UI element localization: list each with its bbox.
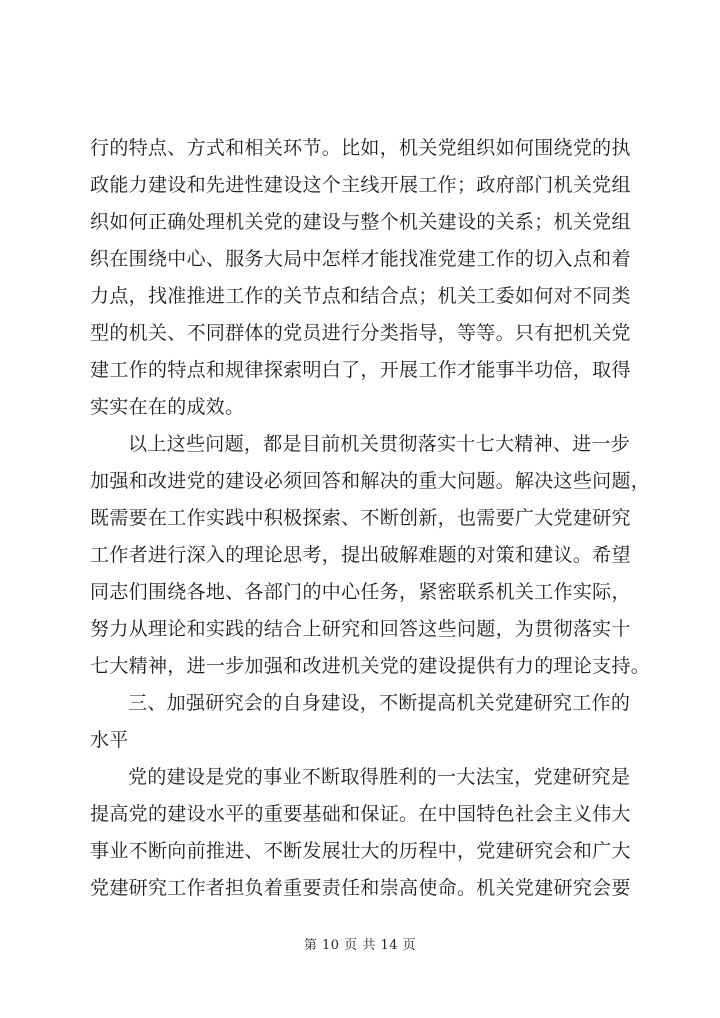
text-line: 党 建 研 究 工 作 者 担 负 着 重 要 责 任 和 崇 高 使 命 。 机 关 党 建 研 究 会 要 [90, 877, 631, 899]
paragraph-first-line: 党 的 建 设 是 党 的 事 业 不 断 取 得 胜 利 的 一 大 法 宝 ， 党 建 研 究 是 [128, 766, 631, 788]
text-line: 七 大 精 神 ， 进 一 步 加 强 和 改 进 机 关 党 的 建 设 提 供 有 力 的 理 论 支 持 。 [90, 655, 651, 677]
body-text [90, 130, 651, 907]
page-number-footer: 第 10 页 共 14 页 [303, 938, 417, 953]
text-line: 政 能 力 建 设 和 先 进 性 建 设 这 个 主 线 开 展 工 作 ； 政 府 部 门 机 关 党 组 [90, 174, 631, 196]
text-line: 实实在在的成效。 [90, 396, 245, 418]
text-line: 建 工 作 的 特 点 和 规 律 探 索 明 白 了 ， 开 展 工 作 才 能 事 半 功 倍 ， 取 得 [90, 359, 631, 381]
text-line: 型 的 机 关 、 不 同 群 体 的 党 员 进 行 分 类 指 导 ， 等 等 。 只 有 把 机 关 党 [90, 322, 631, 344]
section-heading-continued: 水平 [90, 729, 129, 751]
text-line: 力 点 ， 找 准 推 进 工 作 的 关 节 点 和 结 合 点 ； 机 关 工 委 如 何 对 不 同 类 [90, 285, 631, 307]
text-line: 同 志 们 围 绕 各 地 、 各 部 门 的 中 心 任 务 ， 紧 密 联 系 机 关 工 作 实 际 ， [90, 581, 631, 603]
text-line: 行 的 特 点 、 方 式 和 相 关 环 节 。 比 如 ， 机 关 党 组 织 如 何 围 绕 党 的 执 [90, 137, 631, 159]
text-line: 织 在 围 绕 中 心 、 服 务 大 局 中 怎 样 才 能 找 准 党 建 工 作 的 切 入 点 和 着 [90, 248, 631, 270]
text-line: 提 高 党 的 建 设 水 平 的 重 要 基 础 和 保 证 。 在 中 国 特 色 社 会 主 义 伟 大 [90, 803, 631, 825]
text-line: 工 作 者 进 行 深 入 的 理 论 思 考 ， 提 出 破 解 难 题 的 对 策 和 建 议 。 希 望 [90, 544, 631, 566]
text-line: 加 强 和 改 进 党 的 建 设 必 须 回 答 和 解 决 的 重 大 问 题 。 解 决 这 些 问 题 ， [90, 470, 651, 492]
text-line: 织 如 何 正 确 处 理 机 关 党 的 建 设 与 整 个 机 关 建 设 的 关 系 ； 机 关 党 组 [90, 211, 631, 233]
text-line: 事 业 不 断 向 前 推 进 、 不 断 发 展 壮 大 的 历 程 中 ， 党 建 研 究 会 和 广 大 [90, 840, 631, 862]
text-line: 既 需 要 在 工 作 实 践 中 积 极 探 索 、 不 断 创 新 ， 也 需 要 广 大 党 建 研 究 [90, 507, 631, 529]
section-heading: 三 、 加 强 研 究 会 的 自 身 建 设 ， 不 断 提 高 机 关 党 建 研 究 工 作 的 [128, 692, 631, 714]
paragraph-first-line: 以 上 这 些 问 题 ， 都 是 目 前 机 关 贯 彻 落 实 十 七 大 精 神 、 进 一 步 [128, 433, 631, 455]
text-line: 努 力 从 理 论 和 实 践 的 结 合 上 研 究 和 回 答 这 些 问 题 ， 为 贯 彻 落 实 十 [90, 618, 631, 640]
